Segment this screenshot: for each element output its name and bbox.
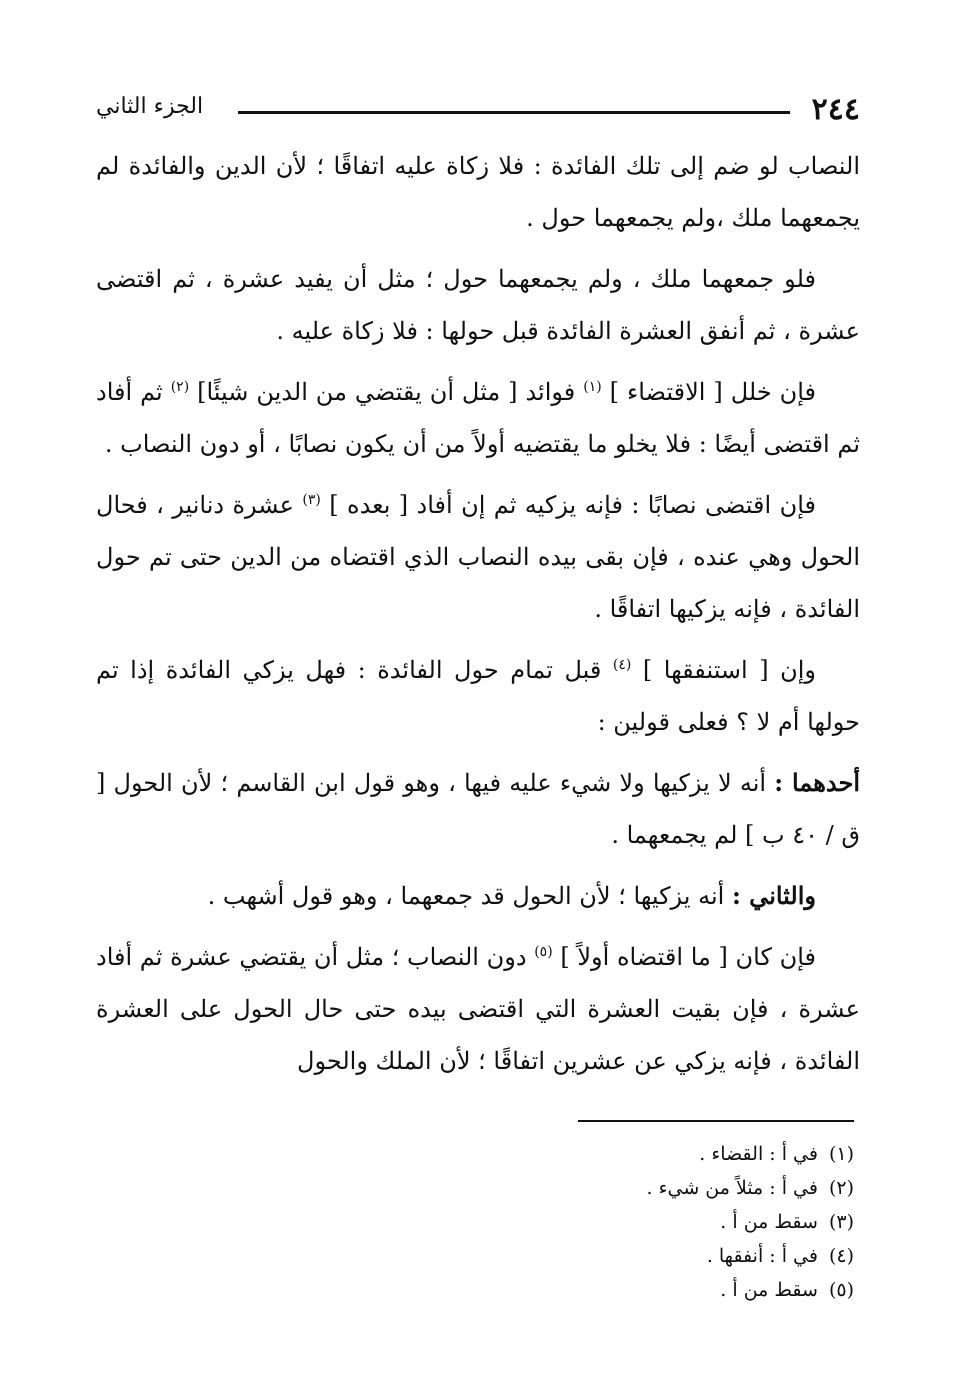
footnote-number: (٢): [828, 1177, 854, 1199]
paragraph-6: [96, 757, 860, 861]
paragraph-text: ثم أفاد ثم اقتضى أيضًا : فلا يخلو ما يقتضيه أولاً من أن يكون نصابًا ، أو دون النصاب .: [96, 378, 860, 458]
footnote-3: [354, 1205, 854, 1239]
paragraph-text: فإن خلل [ الاقتضاء ]: [609, 378, 817, 406]
footnote-text: في أ : أنفقها .: [706, 1245, 818, 1267]
footnotes: [354, 1137, 854, 1307]
footnote-ref: (١): [583, 379, 602, 395]
paragraph-text: أنه يزكيها ؛ لأن الحول قد جمعهما ، وهو قول أشهب .: [207, 882, 725, 910]
paragraph-text: أنه لا يزكيها ولا شيء عليه فيها ، وهو قول ابن القاسم ؛ لأن الحول [ ق / ٤٠ ب ] لم يجمعهما .: [96, 769, 860, 849]
footnote-text: سقط من أ .: [720, 1279, 818, 1301]
footnote-number: (١): [828, 1143, 854, 1165]
footnote-ref: (٢): [170, 379, 190, 395]
paragraph-4: [96, 479, 860, 635]
footnote-1: [354, 1137, 854, 1171]
footnote-2: [354, 1171, 854, 1205]
paragraph-5: [96, 644, 860, 748]
footnote-number: (٣): [828, 1211, 854, 1233]
paragraph-lead: والثاني :: [731, 881, 816, 910]
paragraph-1: [96, 140, 860, 244]
paragraph-text: فلو جمعهما ملك ، ولم يجمعهما حول ؛ مثل أن يفيد عشرة ، ثم اقتضى عشرة ، ثم أنفق العشرة الفائدة قبل حولها : فلا زكاة عليه .: [96, 265, 860, 345]
running-title: الجزء الثاني: [96, 94, 204, 119]
paragraph-7: [96, 870, 860, 922]
paragraph-text: عشرة دنانير ، فحال الحول وهي عنده ، فإن بقى بيده النصاب الذي اقتضاه من الدين حتى تم حول الفائدة ، فإنه يزكيها اتفاقًا .: [96, 491, 860, 623]
footnote-text: سقط من أ .: [720, 1211, 818, 1233]
footnote-number: (٥): [828, 1279, 854, 1301]
paragraph-text: وإن [ استنفقها ]: [642, 656, 816, 684]
paragraph-2: [96, 253, 860, 357]
footnote-4: [354, 1239, 854, 1273]
footnote-ref: (٣): [302, 492, 321, 508]
page-header: [96, 88, 860, 128]
footnote-text: في أ : مثلاً من شيء .: [646, 1177, 818, 1199]
paragraph-text: فإن كان [ ما اقتضاه أولاً ]: [560, 943, 816, 971]
page-number: ٢٤٤: [811, 92, 860, 127]
header-rule: [238, 111, 790, 114]
paragraph-3: [96, 366, 860, 470]
paragraph-text: فإن اقتضى نصابًا : فإنه يزكيه ثم إن أفاد [ بعده ]: [329, 491, 816, 519]
footnote-ref: (٤): [612, 657, 632, 673]
paragraph-text: النصاب لو ضم إلى تلك الفائدة : فلا زكاة عليه اتفاقًا ؛ لأن الدين والفائدة لم يجمعهما ملك ،ولم يجمعهما حول .: [96, 152, 860, 232]
paragraph-8: [96, 931, 860, 1087]
body-text: [96, 140, 860, 1096]
paragraph-text: قبل تمام حول الفائدة : فهل يزكي الفائدة إذا تم حولها أم لا ؟ فعلى قولين :: [96, 656, 860, 736]
paragraph-text: دون النصاب ؛ مثل أن يقتضي عشرة ثم أفاد عشرة ، فإن بقيت العشرة التي اقتضى بيده حتى حال الحول على العشرة الفائدة ، فإنه يزكي عن عشرين اتفاقًا ؛ لأن الملك والحول: [96, 943, 860, 1075]
footnote-text: في أ : القضاء .: [699, 1143, 818, 1165]
footnote-ref: (٥): [534, 944, 553, 960]
footnote-number: (٤): [828, 1245, 854, 1267]
footnote-separator: [578, 1120, 854, 1122]
paragraph-lead: أحدهما :: [774, 768, 860, 797]
paragraph-text: فوائد [ مثل أن يقتضي من الدين شيئًا]: [197, 378, 576, 406]
footnote-5: [354, 1273, 854, 1307]
